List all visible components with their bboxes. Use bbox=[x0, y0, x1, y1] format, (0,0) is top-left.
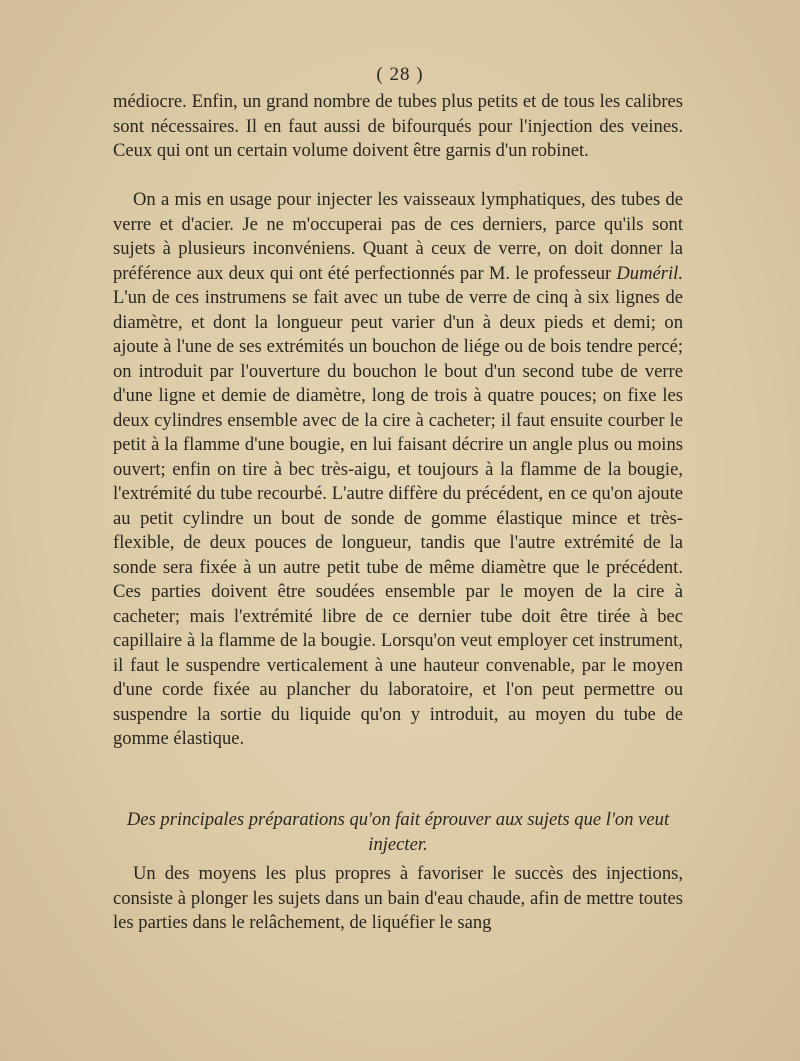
paragraph-text: Un des moyens les plus propres à favoriser le succès des injections, consiste à plonger les sujets dans un bain d'eau chaude, afin de mettre toutes les parties dans le relâchement, de liquéfier le sang bbox=[113, 863, 683, 933]
paragraph-text-after: L'un de ces instrumens se fait avec un tube de verre de cinq à six lignes de diamètre, et dont la longueur peut varier d'un à deux pieds et demi; on ajoute à l'une de ses extrémités un bouchon de liége ou de bois tendre percé; on introduit par l'ouverture du bouchon le bout d'un second tube de verre d'une ligne et demie de diamètre, long de trois à quatre pouces; on fixe les deux cylindres ensemble avec de la cire à cacheter; il faut ensuite courber le petit à la flamme d'une bougie, en lui faisant décrire un angle plus ou moins ouvert; enfin on tire à bec très-aigu, et toujours à la flamme de la bougie, l'extrémité du tube recourbé. L'autre diffère du précédent, en ce qu'on ajoute au petit cylindre un bout de sonde de gomme élastique mince et très-flexible, de deux pouces de longueur, tandis que l'autre extrémité de la sonde sera fixée à un autre petit tube de même diamètre que le précédent. Ces parties doivent être soudées ensemble par le moyen de la cire à cacheter; mais l'extrémité libre de ce dernier tube doit être tirée à bec capillaire à la flamme de la bougie. Lorsqu'on veut employer cet instrument, il faut le suspendre verticalement à une hauteur convenable, par le moyen d'une corde fixée au plancher du laboratoire, et l'on peut permettre ou suspendre la sortie du liquide qu'on y introduit, au moyen du tube de gomme élastique. bbox=[113, 287, 683, 749]
paragraph-continued bbox=[113, 90, 683, 164]
paragraph-text: médiocre. Enfin, un grand nombre de tubes plus petits et de tous les calibres sont nécessaires. Il en faut aussi de bifourqués pour l'injection des veines. Ceux qui ont un certain volume doivent être garnis d'un robinet. bbox=[113, 91, 683, 161]
paragraph-preparations bbox=[113, 862, 683, 936]
paragraph-injection-tubes bbox=[113, 188, 683, 752]
section-heading: Des principales préparations qu'on fait éprouver aux sujets que l'on veut injecter. bbox=[126, 809, 670, 855]
page-number: ( 28 ) bbox=[376, 64, 424, 85]
author-name-dumeril: Duméril. bbox=[616, 262, 683, 284]
paragraph-text bbox=[113, 188, 683, 752]
paragraph-text-before: On a mis en usage pour injecter les vaisseaux lymphatiques, des tubes de verre et d'acier. Je ne m'occuperai pas de ces derniers, parce qu'ils sont sujets à plusieurs inconvéniens. Quant à ceux de verre, on doit donner la préférence aux deux qui ont été perfectionnés par M. le professeur bbox=[113, 189, 683, 284]
